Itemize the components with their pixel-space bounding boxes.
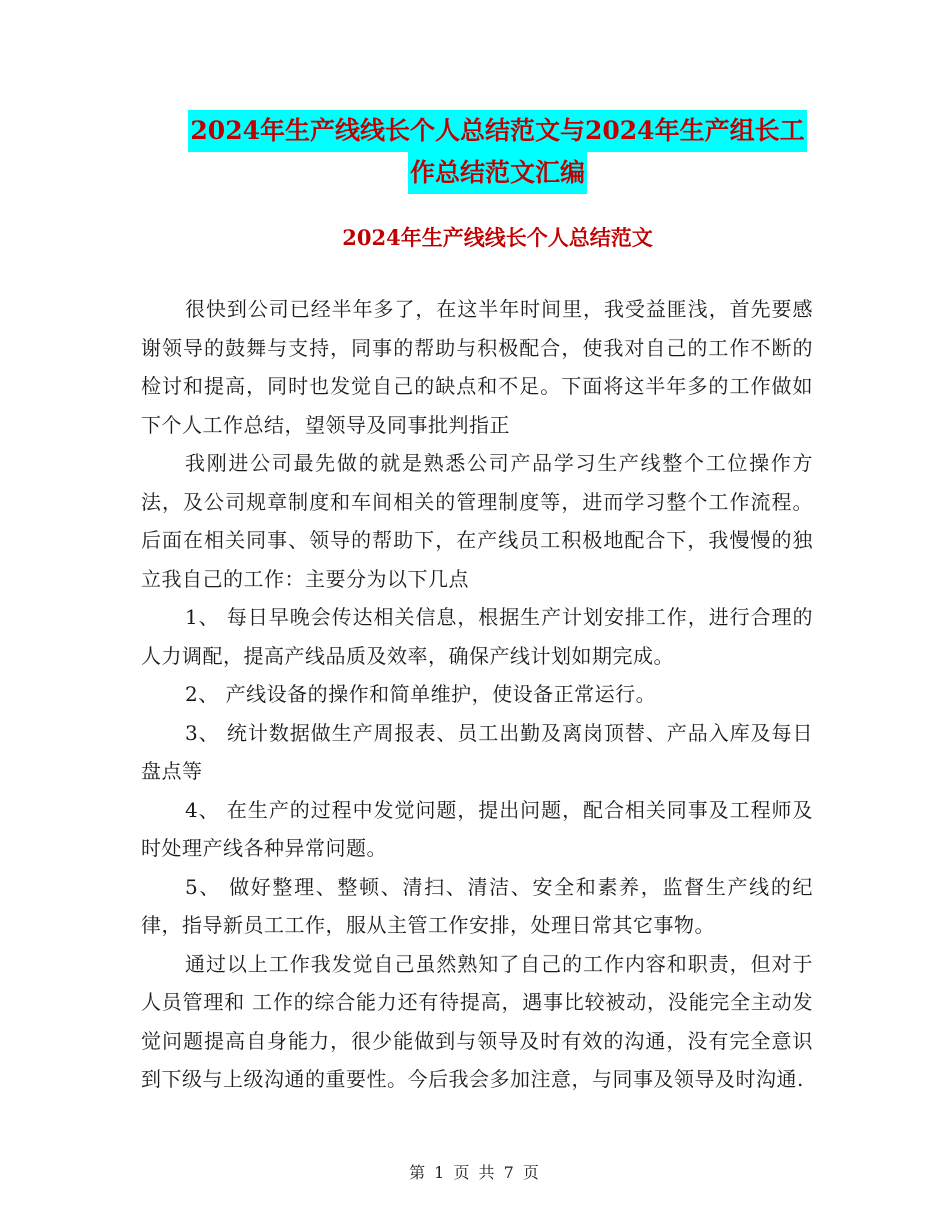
list-item-3: 3、 统计数据做生产周报表、员工出勤及离岗顶替、产品入库及每日盘点等 xyxy=(141,720,813,783)
document-title xyxy=(140,110,855,194)
page-footer: 第 1 页 共 7 页 xyxy=(409,1163,541,1182)
list-item-4: 4、 在生产的过程中发觉问题，提出问题，配合相关同事及工程师及时处理产线各种异常问题。 xyxy=(141,797,813,860)
paragraph-intro: 很快到公司已经半年多了，在这半年时间里，我受益匪浅，首先要感谢领导的鼓舞与支持，同事的帮助与积极配合，使我对自己的工作不断的检讨和提高，同时也发觉自己的缺点和不足。下面将这半年多的工作做如下个人工作总结，望领导及同事批判指正 xyxy=(141,297,813,437)
document-body xyxy=(141,290,813,1099)
list-item-2: 2、 产线设备的操作和简单维护，使设备正常运行。 xyxy=(185,682,657,706)
paragraph-reflection: 通过以上工作我发觉自己虽然熟知了自己的工作内容和职责，但对于人员管理和 工作的综合能力还有待提高，遇事比较被动，没能完全主动发觉问题提高自身能力，很少能做到与领导及时有效的沟通，没有完全意识到下级与上级沟通的重要性。今后我会多加注意，与同事及领导及时沟通. xyxy=(141,951,813,1091)
paragraph-onboarding: 我刚进公司最先做的就是熟悉公司产品学习生产线整个工位操作方法，及公司规章制度和车间相关的管理制度等，进而学习整个工作流程。后面在相关同事、领导的帮助下，在产线员工积极地配合下，我慢慢的独立我自己的工作：主要分为以下几点 xyxy=(141,451,813,591)
list-item-1: 1、 每日早晚会传达相关信息，根据生产计划安排工作，进行合理的人力调配，提高产线品质及效率，确保产线计划如期完成。 xyxy=(141,605,813,668)
title-line-1: 2024年生产线线长个人总结范文与2024年生产组长工 xyxy=(188,110,806,152)
list-item-5: 5、 做好整理、整顿、清扫、清洁、安全和素养，监督生产线的纪律，指导新员工工作，服从主管工作安排，处理日常其它事物。 xyxy=(141,874,813,937)
title-line-2: 作总结范文汇编 xyxy=(408,152,587,194)
section-heading: 2024年生产线线长个人总结范文 xyxy=(342,225,653,250)
